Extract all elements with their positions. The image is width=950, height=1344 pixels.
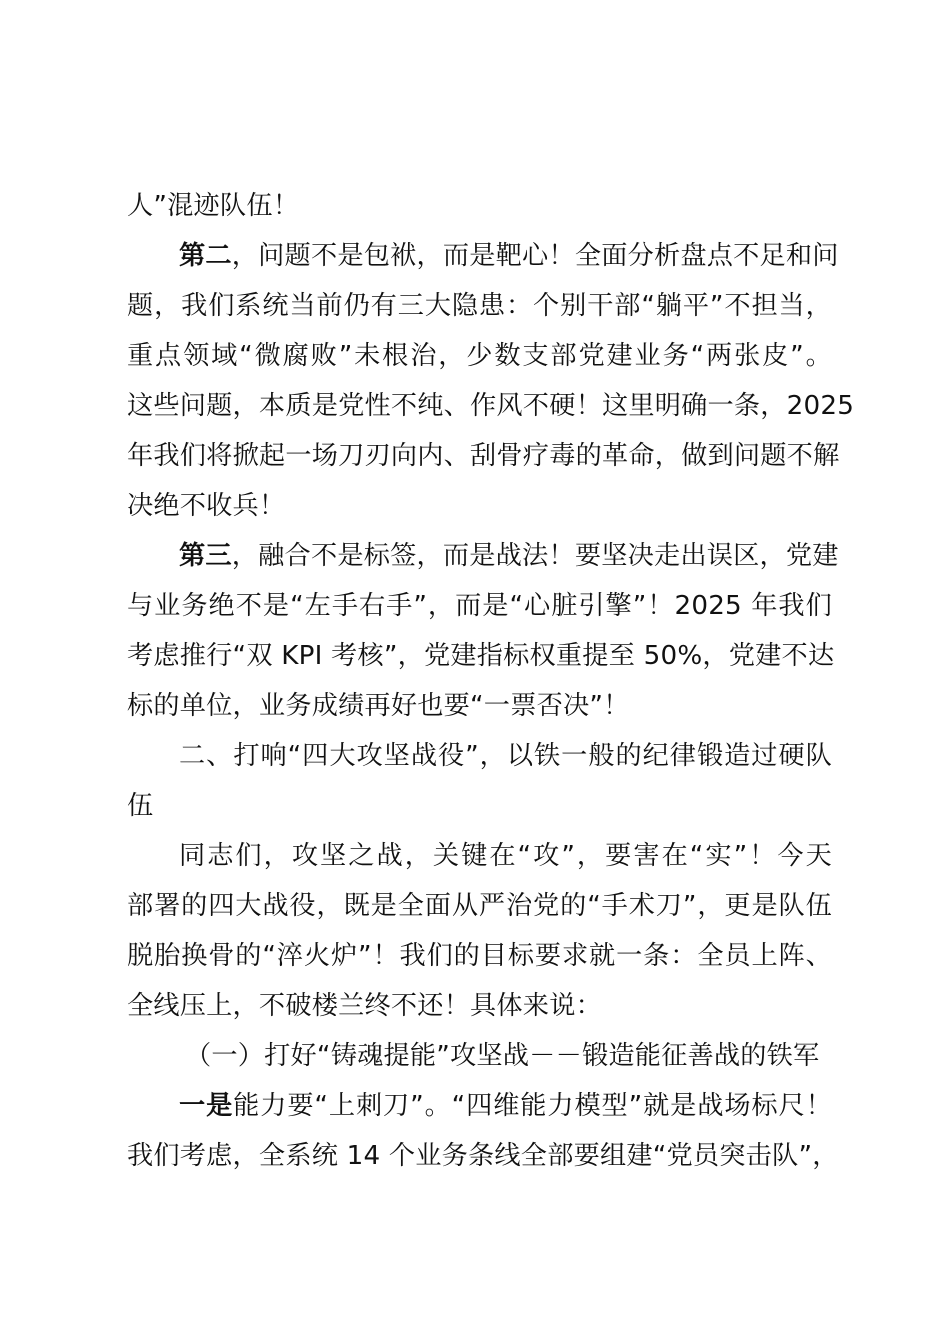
paragraph-second <box>127 231 839 281</box>
section-heading: 二、打响“四大攻坚战役”，以铁一般的纪律锻造过硬队 <box>179 741 832 771</box>
text-line: 考虑推行“双 KPI 考核”，党建指标权重提至 50%，党建不达 <box>127 641 835 671</box>
text-line: 这些问题，本质是党性不纯、作风不硬！这里明确一条，2025 <box>127 391 855 421</box>
bold-lead: 第三 <box>179 541 232 571</box>
text-line: 决绝不收兵！ <box>127 491 286 521</box>
subsection-heading: （一）打好“铸魂提能”攻坚战－－锻造能征善战的铁军 <box>185 1041 820 1071</box>
text-line: 年我们将掀起一场刀刃向内、刮骨疗毒的革命，做到问题不解 <box>127 441 840 471</box>
paragraph-first-point <box>127 1081 832 1131</box>
document-body <box>127 181 855 1181</box>
text-line: 人”混迹队伍！ <box>127 191 300 221</box>
text-line: 同志们，攻坚之战，关键在“攻”，要害在“实”！今天 <box>179 841 832 871</box>
text-line: ，问题不是包袱，而是靶心！全面分析盘点不足和问 <box>231 241 839 271</box>
text-line: 重点领域“微腐败”未根治，少数支部党建业务“两张皮”。 <box>127 341 832 371</box>
text-line: ，融合不是标签，而是战法！要坚决走出误区，党建 <box>231 541 839 571</box>
bold-lead: 一是 <box>179 1091 234 1121</box>
section-heading-cont: 伍 <box>127 791 154 821</box>
text-line: 能力要“上刺刀”。“四维能力模型”就是战场标尺！ <box>233 1091 832 1121</box>
paragraph-third <box>127 531 839 581</box>
text-line: 标的单位，业务成绩再好也要“一票否决”！ <box>127 691 630 721</box>
text-line: 我们考虑，全系统 14 个业务条线全部要组建“党员突击队”， <box>127 1141 839 1171</box>
bold-lead: 第二 <box>179 241 232 271</box>
text-line: 全线压上，不破楼兰终不还！具体来说： <box>127 991 602 1021</box>
text-line: 脱胎换骨的“淬火炉”！我们的目标要求就一条：全员上阵、 <box>127 941 832 971</box>
text-line: 与业务绝不是“左手右手”，而是“心脏引擎”！2025 年我们 <box>127 591 832 621</box>
text-line: 题，我们系统当前仍有三大隐患：个别干部“躺平”不担当， <box>127 291 832 321</box>
text-line: 部署的四大战役，既是全面从严治党的“手术刀”，更是队伍 <box>127 891 832 921</box>
